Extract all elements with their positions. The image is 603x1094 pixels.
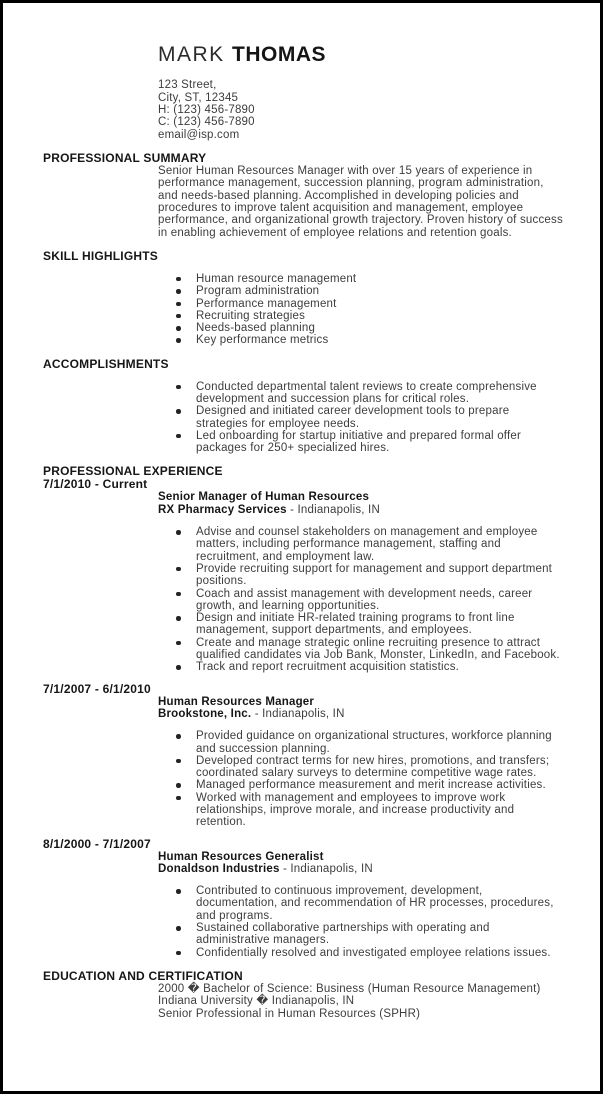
contact-line: H: (123) 456-7890 (158, 103, 255, 116)
job-heading (158, 696, 564, 721)
accomplishment-item (176, 430, 564, 455)
bullet-label: Provided guidance on organizational structures, workforce planning and succession planning. (196, 730, 552, 755)
contact-line: email@isp.com (158, 128, 240, 141)
bullet-label: Track and report recruitment acquisition statistics. (196, 661, 460, 674)
summary-text: Senior Human Resources Manager with over 15 years of experience in performance management, succession planning, program administration, and needs-based planning. Accomplished in developing policies and procedures to improve talent acquisition and management, employee performance, and organizational growth trajectory. Proven history of success in enabling achievement of employee relations and retention goals. (158, 165, 563, 239)
job-bullet-item (176, 730, 564, 755)
summary-heading: PROFESSIONAL SUMMARY (43, 151, 207, 166)
job-heading (158, 491, 564, 516)
skill-item (176, 298, 564, 310)
job-bullet-item (176, 563, 564, 588)
job-location: - Indianapolis, IN (251, 707, 345, 720)
experience-heading: PROFESSIONAL EXPERIENCE (43, 464, 223, 479)
bullet-label: Led onboarding for startup initiative and prepared formal offer packages for 250+ specialized hires. (196, 429, 521, 455)
bullet-label: Create and manage strategic online recruiting presence to attract qualified candidates via Job Bank, Monster, LinkedIn, and Facebook. (196, 636, 560, 662)
bullet-label: Provide recruiting support for management and support department positions. (196, 562, 553, 588)
job-dates: 7/1/2010 - Current (43, 477, 148, 492)
bullet-icon (176, 661, 196, 670)
job-company: RX Pharmacy Services (158, 503, 287, 516)
bullet-label: Worked with management and employees to improve work relationships, improve morale, and increase productivity and retention. (196, 791, 515, 829)
bullet-label: Confidentially resolved and investigated employee relations issues. (196, 946, 551, 959)
job-entry (43, 838, 564, 959)
job-title: Senior Manager of Human Resources (158, 491, 370, 504)
skills-heading: SKILL HIGHLIGHTS (43, 248, 158, 263)
job-company: Brookstone, Inc. (158, 707, 252, 720)
bullet-icon (176, 612, 196, 621)
accomplishment-item (176, 381, 564, 406)
bullet-icon (176, 563, 196, 572)
skill-item (176, 322, 564, 334)
job-bullet-item (176, 526, 564, 563)
contact-line: 123 Street, (158, 79, 217, 92)
job-company: Donaldson Industries (158, 862, 280, 875)
job-title: Human Resources Generalist (158, 850, 324, 863)
education-lines (158, 983, 564, 1020)
resume-content (3, 3, 600, 1020)
job-location: - Indianapolis, IN (279, 862, 373, 875)
job-dates: 8/1/2000 - 7/1/2007 (43, 836, 151, 851)
bullet-icon (176, 405, 196, 414)
bullet-label: Contributed to continuous improvement, development, documentation, and recommendation of HR processes, procedures, and programs. (196, 885, 554, 922)
bullet-label: Performance management (196, 297, 337, 310)
accomplishment-item (176, 405, 564, 430)
contact-line: C: (123) 456-7890 (158, 116, 255, 129)
bullet-label: Design and initiate HR-related training programs to front line management, support departments, and employees. (196, 612, 515, 637)
bullet-label: Program administration (196, 285, 320, 298)
job-bullet-item (176, 637, 564, 662)
job-bullet-item (176, 661, 564, 673)
education-line: 2000 � Bachelor of Science: Business (Human Resource Management) (158, 982, 541, 995)
accomplishments-heading: ACCOMPLISHMENTS (43, 356, 169, 371)
bullet-icon (176, 273, 196, 282)
bullet-label: Recruiting strategies (196, 309, 306, 322)
job-entry (43, 478, 564, 673)
section-education-certification (43, 970, 564, 1020)
bullet-icon (176, 526, 196, 535)
job-bullet-item (176, 612, 564, 637)
experience-jobs (43, 478, 564, 959)
job-dates: 7/1/2007 - 6/1/2010 (43, 681, 151, 696)
bullet-icon (176, 730, 196, 739)
bullet-label: Needs-based planning (196, 322, 316, 335)
bullet-icon (176, 637, 196, 646)
skill-item (176, 310, 564, 322)
bullet-label: Managed performance measurement and merit increase activities. (196, 779, 546, 792)
candidate-last-name: THOMAS (232, 43, 327, 66)
job-company-line (158, 863, 564, 875)
bullet-label: Developed contract terms for new hires, promotions, and transfers; coordinated salary surveys to determine competitive wage rates. (196, 754, 550, 780)
bullet-icon (176, 922, 196, 931)
accomplishments-list (176, 381, 564, 455)
skill-item (176, 285, 564, 297)
bullet-label: Designed and initiated career development tools to prepare strategies for employee needs. (196, 405, 510, 430)
bullet-icon (176, 947, 196, 956)
bullet-label: Human resource management (196, 272, 357, 285)
bullet-label: Sustained collaborative partnerships with operating and administrative managers. (196, 922, 490, 947)
contact-line: City, ST, 12345 (158, 91, 239, 104)
bullet-icon (176, 792, 196, 801)
job-bullet-item (176, 755, 564, 780)
section-skill-highlights (43, 250, 564, 347)
candidate-name (158, 43, 564, 66)
job-bullet-item (176, 588, 564, 613)
bullet-label: Conducted departmental talent reviews to create comprehensive development and succession plans for critical roles. (196, 380, 537, 405)
section-accomplishments (43, 358, 564, 455)
job-bullets (176, 885, 564, 959)
bullet-icon (176, 322, 196, 331)
bullet-icon (176, 285, 196, 294)
bullet-icon (176, 779, 196, 788)
bullet-icon (176, 334, 196, 343)
job-bullet-item (176, 792, 564, 829)
section-professional-summary (43, 152, 564, 239)
education-line: Indiana University � Indianapolis, IN (158, 995, 355, 1008)
job-entry (43, 683, 564, 829)
bullet-icon (176, 381, 196, 390)
job-bullets (176, 730, 564, 828)
bullet-icon (176, 430, 196, 439)
job-bullets (176, 526, 564, 674)
bullet-icon (176, 298, 196, 307)
job-heading (158, 851, 564, 876)
skill-item (176, 334, 564, 346)
job-location: - Indianapolis, IN (286, 503, 380, 516)
contact-block (158, 79, 564, 141)
bullet-label: Key performance metrics (196, 334, 329, 347)
job-bullet-item (176, 779, 564, 791)
job-title: Human Resources Manager (158, 695, 315, 708)
bullet-label: Advise and counsel stakeholders on management and employee matters, including performance management, staffing and recruitment, and employment law. (196, 526, 538, 563)
bullet-icon (176, 588, 196, 597)
candidate-first-name: MARK (158, 43, 225, 66)
education-line: Senior Professional in Human Resources (SPHR) (158, 1007, 421, 1020)
job-company-line (158, 504, 564, 516)
job-bullet-item (176, 885, 564, 922)
bullet-label: Coach and assist management with development needs, career growth, and learning opportunities. (196, 587, 533, 612)
education-heading: EDUCATION AND CERTIFICATION (43, 968, 243, 983)
job-bullet-item (176, 947, 564, 959)
bullet-icon (176, 310, 196, 319)
job-bullet-item (176, 922, 564, 947)
section-professional-experience (43, 465, 564, 959)
bullet-icon (176, 755, 196, 764)
skills-list (176, 273, 564, 347)
skill-item (176, 273, 564, 285)
job-company-line (158, 708, 564, 720)
bullet-icon (176, 885, 196, 894)
